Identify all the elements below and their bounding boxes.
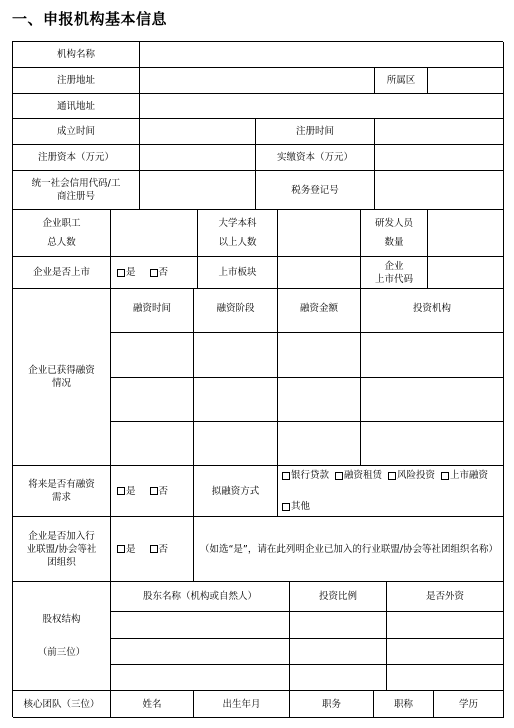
financed-label — [13, 289, 111, 466]
alliance-no-option[interactable] — [150, 543, 169, 556]
reg-capital-label: 注册资本（万元） — [13, 145, 140, 171]
checkbox-icon[interactable] — [150, 269, 158, 277]
equity-label — [13, 582, 111, 691]
team-label: 核心团队（三位） — [13, 691, 111, 718]
equity-label-line2: （前三位） — [37, 647, 86, 658]
reg-addr-label: 注册地址 — [13, 68, 140, 94]
stock-code-label-line2: 上市代码 — [374, 273, 413, 285]
alliance-yes-option[interactable] — [117, 543, 136, 556]
checkbox-icon[interactable] — [335, 472, 343, 480]
future-no-label: 否 — [158, 485, 169, 497]
board-field[interactable] — [278, 257, 361, 289]
alliance-no-label: 否 — [158, 543, 169, 555]
tax-no-field[interactable] — [375, 171, 504, 210]
fin-amount-cell[interactable] — [278, 422, 361, 466]
alliance-note: （如选“是”，请在此列明企业已加入的行业联盟/协会等社团组织名称） — [200, 543, 499, 555]
investor-cell[interactable] — [361, 333, 504, 378]
checkbox-icon[interactable] — [282, 503, 290, 511]
equity-label-line1: 股权结构 — [42, 614, 81, 625]
investor-cell[interactable] — [361, 378, 504, 422]
alliance-options — [111, 517, 194, 582]
org-name-label: 机构名称 — [13, 42, 140, 68]
shareholder-cell[interactable] — [111, 639, 290, 665]
staff-label-line1: 企业职工 — [42, 218, 81, 229]
alliance-note-field[interactable] — [194, 517, 504, 582]
fin-stage-cell[interactable] — [194, 333, 278, 378]
future-yes-label: 是 — [126, 485, 136, 497]
future-fin-label-line1: 将来是否有融资 — [28, 479, 95, 490]
foreign-cell[interactable] — [387, 665, 504, 691]
foreign-cell[interactable] — [387, 639, 504, 665]
ratio-cell[interactable] — [290, 612, 387, 639]
alliance-label — [13, 517, 111, 582]
team-position-header: 职务 — [290, 691, 374, 718]
mail-addr-field[interactable] — [140, 94, 504, 119]
credit-code-label-line1: 统一社会信用代码/工 — [31, 178, 121, 189]
fin-time-cell[interactable] — [111, 333, 194, 378]
checkbox-icon[interactable] — [150, 545, 158, 553]
degree-label-line1: 大学本科 — [218, 218, 257, 229]
team-birth-header: 出生年月 — [194, 691, 290, 718]
fin-time-header: 融资时间 — [111, 289, 194, 333]
section-title: 一、申报机构基本信息 — [12, 10, 168, 28]
district-field[interactable] — [428, 68, 504, 94]
shareholder-cell[interactable] — [111, 612, 290, 639]
reg-time-label: 注册时间 — [256, 119, 375, 145]
fin-amount-cell[interactable] — [278, 333, 361, 378]
reg-time-field[interactable] — [375, 119, 504, 145]
ratio-cell[interactable] — [290, 639, 387, 665]
staff-label — [13, 210, 111, 257]
ipo-option[interactable] — [441, 469, 488, 482]
rd-field[interactable] — [428, 210, 504, 257]
listed-label: 企业是否上市 — [13, 257, 111, 289]
degree-label-line2: 以上人数 — [218, 237, 257, 248]
alliance-label-line1: 企业是否加入行 — [28, 530, 95, 542]
org-name-field[interactable] — [140, 42, 504, 68]
ipo-label: 上市融资 — [450, 470, 489, 481]
stock-code-label-line1: 企业 — [384, 260, 404, 272]
foreign-header: 是否外资 — [387, 582, 504, 612]
paid-capital-label: 实缴资本（万元） — [256, 145, 375, 171]
shareholder-header: 股东名称（机构或自然人） — [111, 582, 290, 612]
rd-label — [361, 210, 428, 257]
future-yes-option[interactable] — [117, 485, 136, 498]
method-options — [278, 466, 504, 517]
fin-time-cell[interactable] — [111, 378, 194, 422]
listed-no-option[interactable] — [150, 266, 169, 279]
district-label: 所属区 — [375, 68, 428, 94]
rd-label-line1: 研发人员 — [374, 218, 413, 229]
future-fin-label — [13, 466, 111, 517]
ratio-header: 投资比例 — [290, 582, 387, 612]
stock-code-field[interactable] — [428, 257, 504, 289]
staff-label-line2: 总人数 — [47, 237, 76, 248]
lease-option[interactable] — [335, 469, 382, 482]
future-fin-options — [111, 466, 194, 517]
fin-amount-header: 融资金额 — [278, 289, 361, 333]
alliance-label-line2: 业联盟/协会等社 — [26, 543, 97, 555]
team-name-header: 姓名 — [111, 691, 194, 718]
degree-label — [198, 210, 278, 257]
shareholder-cell[interactable] — [111, 665, 290, 691]
rd-label-line2: 数量 — [384, 237, 404, 248]
credit-code-label — [13, 171, 140, 210]
alliance-yes-label: 是 — [126, 543, 136, 555]
credit-code-field[interactable] — [140, 171, 256, 210]
board-label: 上市板块 — [198, 257, 278, 289]
credit-code-label-line2: 商注册号 — [56, 191, 95, 202]
method-label: 拟融资方式 — [194, 466, 278, 517]
team-rank-header: 职称 — [374, 691, 434, 718]
bank-loan-label: 银行贷款 — [291, 470, 330, 481]
investor-header: 投资机构 — [361, 289, 504, 333]
checkbox-icon[interactable] — [388, 472, 396, 480]
staff-field[interactable] — [111, 210, 198, 257]
tax-no-label: 税务登记号 — [256, 171, 375, 210]
vc-option[interactable] — [388, 469, 435, 482]
alliance-label-line3: 团组织 — [47, 556, 76, 568]
reg-capital-field[interactable] — [140, 145, 256, 171]
fin-amount-cell[interactable] — [278, 378, 361, 422]
checkbox-icon[interactable] — [117, 269, 125, 277]
investor-cell[interactable] — [361, 422, 504, 466]
listed-options — [111, 257, 198, 289]
checkbox-icon[interactable] — [441, 472, 449, 480]
checkbox-icon[interactable] — [150, 487, 158, 495]
future-fin-label-line2: 需求 — [51, 492, 71, 503]
team-edu-header: 学历 — [434, 691, 504, 718]
ratio-cell[interactable] — [290, 665, 387, 691]
listed-yes-option[interactable] — [117, 266, 136, 279]
listed-no-label: 否 — [158, 267, 169, 278]
future-no-option[interactable] — [150, 485, 169, 498]
lease-label: 融资租赁 — [344, 470, 383, 481]
financed-label-line1: 企业已获得融资 — [28, 365, 95, 376]
found-time-field[interactable] — [140, 119, 256, 145]
fin-time-cell[interactable] — [111, 422, 194, 466]
vc-label: 风险投资 — [397, 470, 436, 481]
fin-stage-cell[interactable] — [194, 422, 278, 466]
mail-addr-label: 通讯地址 — [13, 94, 140, 119]
found-time-label: 成立时间 — [13, 119, 140, 145]
reg-addr-field[interactable] — [140, 68, 375, 94]
other-option[interactable] — [282, 500, 310, 513]
listed-yes-label: 是 — [126, 267, 136, 278]
paid-capital-field[interactable] — [375, 145, 504, 171]
checkbox-icon[interactable] — [117, 545, 125, 553]
bank-loan-option[interactable] — [282, 469, 329, 482]
degree-field[interactable] — [278, 210, 361, 257]
other-label: 其他 — [291, 501, 311, 512]
checkbox-icon[interactable] — [282, 472, 290, 480]
checkbox-icon[interactable] — [117, 487, 125, 495]
fin-stage-cell[interactable] — [194, 378, 278, 422]
info-table — [12, 41, 503, 717]
stock-code-label — [361, 257, 428, 289]
fin-stage-header: 融资阶段 — [194, 289, 278, 333]
foreign-cell[interactable] — [387, 612, 504, 639]
financed-label-line2: 情况 — [51, 378, 71, 389]
